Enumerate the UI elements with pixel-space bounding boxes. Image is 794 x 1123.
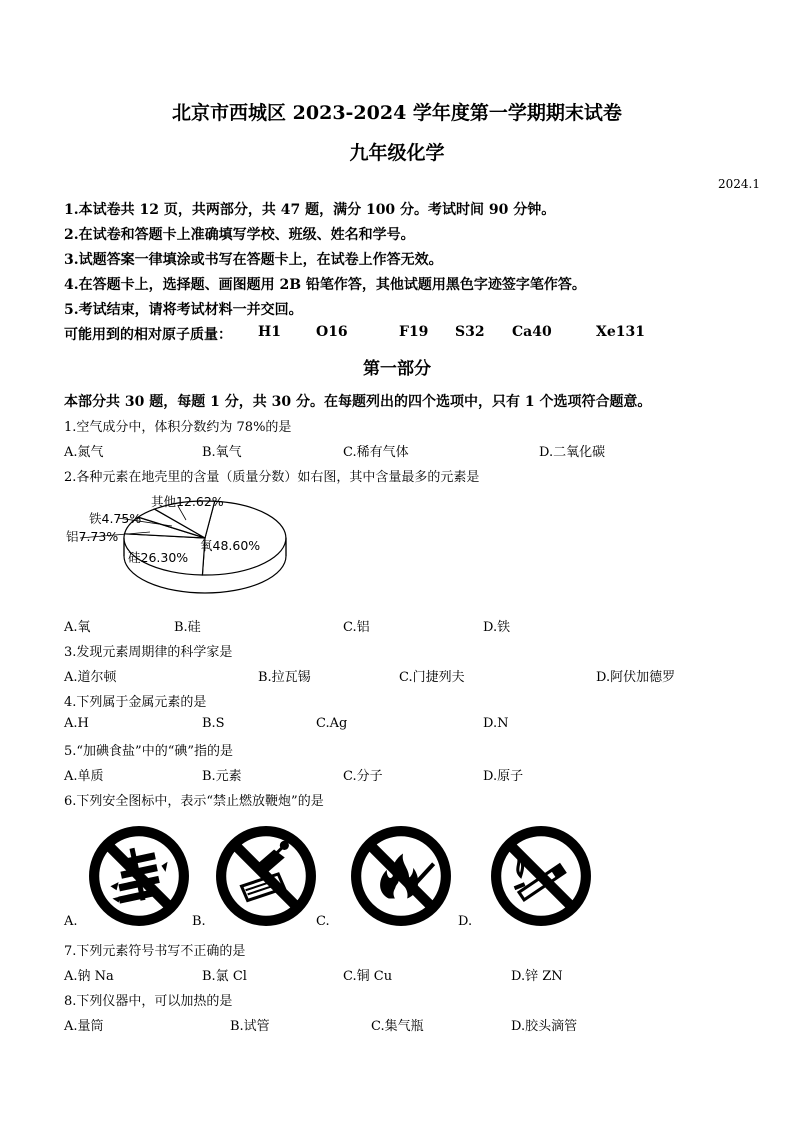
q8-option-c: C.集气瓶 [371, 1019, 424, 1034]
q2-option-a: A.氧 [64, 620, 91, 635]
question-4-stem: 4.下列属于金属元素的是 [64, 695, 207, 710]
page-title: 北京市西城区 2023-2024 学年度第一学期期末试卷 [172, 102, 622, 124]
exam-date: 2024.1 [718, 177, 760, 191]
q7-option-d: D.锌 ZN [511, 969, 563, 984]
crust-composition-pie-chart [60, 492, 290, 612]
atomic-mass-ca: Ca40 [512, 324, 552, 340]
page-subtitle: 九年级化学 [349, 142, 445, 164]
q3-option-c: C.门捷列夫 [399, 670, 465, 685]
atomic-mass-s: S32 [455, 324, 485, 340]
pie-label-oxygen: 氧48.60% [200, 538, 261, 553]
question-3-stem: 3.发现元素周期律的科学家是 [64, 645, 233, 660]
q6-option-c: C. [316, 914, 330, 929]
question-8-stem: 8.下列仪器中，可以加热的是 [64, 994, 233, 1009]
q5-option-c: C.分子 [343, 769, 383, 784]
pie-label-iron: 铁4.75% [89, 511, 142, 526]
q7-option-a: A.钠 Na [64, 969, 114, 984]
q4-option-b: B.S [202, 716, 225, 731]
no-smoking-icon [490, 825, 592, 927]
q1-option-d: D.二氧化碳 [539, 445, 606, 460]
question-6-stem: 6.下列安全图标中，表示“禁止燃放鞭炮”的是 [64, 794, 324, 809]
q8-option-d: D.胶头滴管 [511, 1019, 578, 1034]
q7-option-c: C.铜 Cu [343, 969, 393, 984]
pie-label-other: 其他12.62% [151, 494, 224, 509]
atomic-mass-xe: Xe131 [596, 324, 645, 340]
section-title: 第一部分 [363, 359, 431, 379]
q2-option-c: C.铝 [343, 620, 370, 635]
pie-label-silicon: 硅26.30% [128, 550, 189, 565]
q4-option-c: C.Ag [316, 716, 348, 731]
no-firecrackers-icon [88, 825, 190, 927]
note-3: 3.试题答案一律填涂或书写在答题卡上，在试卷上作答无效。 [64, 252, 443, 268]
q8-option-a: A.量筒 [64, 1019, 104, 1034]
atomic-mass-f: F19 [399, 324, 429, 340]
q6-option-b: B. [192, 914, 206, 929]
note-5: 5.考试结束，请将考试材料一并交回。 [64, 302, 303, 318]
question-2-stem: 2.各种元素在地壳里的含量（质量分数）如右图，其中含量最多的元素是 [64, 470, 480, 485]
q7-option-b: B.氯 Cl [202, 969, 247, 984]
q2-option-d: D.铁 [483, 620, 511, 635]
question-1-stem: 1.空气成分中，体积分数约为 78%的是 [64, 420, 292, 435]
note-2: 2.在试卷和答题卡上准确填写学校、班级、姓名和学号。 [64, 227, 415, 243]
q5-option-a: A.单质 [64, 769, 104, 784]
q5-option-b: B.元素 [202, 769, 242, 784]
q1-option-c: C.稀有气体 [343, 445, 409, 460]
q3-option-d: D.阿伏加德罗 [596, 670, 676, 685]
atomic-mass-o: O16 [316, 324, 348, 340]
q1-option-b: B.氧气 [202, 445, 242, 460]
q4-option-d: D.N [483, 716, 509, 731]
note-4: 4.在答题卡上，选择题、画图题用 2B 铅笔作答，其他试题用黑色字迹签字笔作答。 [64, 277, 586, 293]
q2-option-b: B.硅 [174, 620, 201, 635]
q6-option-a: A. [64, 914, 78, 929]
atomic-mass-h: H1 [258, 324, 281, 340]
q4-option-a: A.H [64, 716, 89, 731]
note-1: 1.本试卷共 12 页，共两部分，共 47 题，满分 100 分。考试时间 90 分钟。 [64, 202, 556, 218]
question-7-stem: 7.下列元素符号书写不正确的是 [64, 944, 246, 959]
q6-option-d: D. [458, 914, 473, 929]
q1-option-a: A.氮气 [64, 445, 104, 460]
no-matches-icon [215, 825, 317, 927]
q3-option-a: A.道尔顿 [64, 670, 117, 685]
question-5-stem: 5.“加碘食盐”中的“碘”指的是 [64, 744, 233, 759]
q3-option-b: B.拉瓦锡 [258, 670, 311, 685]
no-open-flame-icon [350, 825, 452, 927]
pie-label-aluminum: 铝7.73% [66, 529, 119, 544]
atomic-mass-label: 可能用到的相对原子质量： [64, 327, 232, 343]
section-instructions: 本部分共 30 题，每题 1 分，共 30 分。在每题列出的四个选项中，只有 1 个选项符合题意。 [64, 394, 652, 410]
q5-option-d: D.原子 [483, 769, 524, 784]
q8-option-b: B.试管 [230, 1019, 270, 1034]
